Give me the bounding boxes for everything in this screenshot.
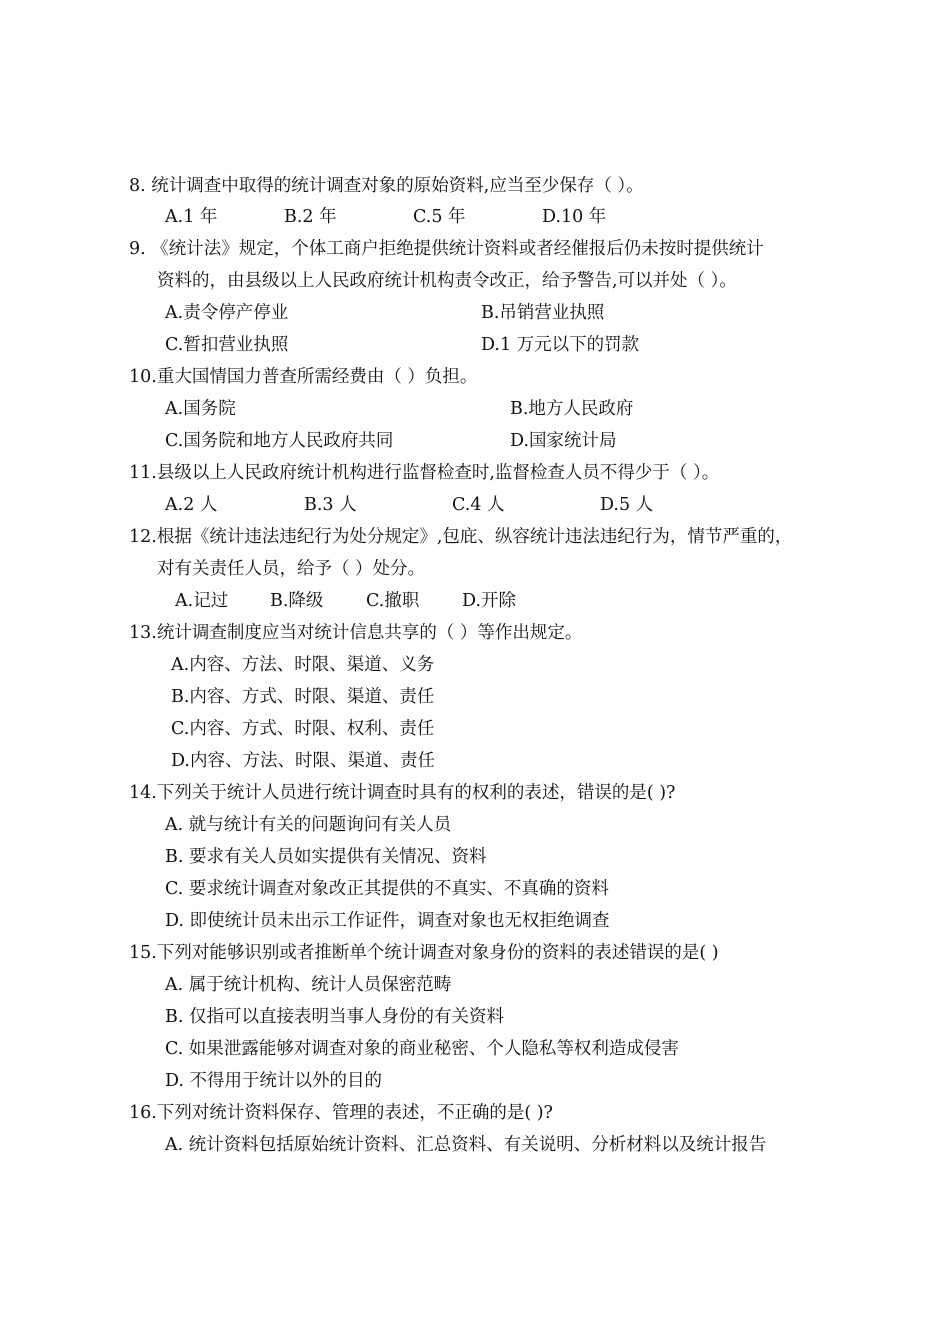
question-8-option-c: C.5 年 [413,207,466,227]
question-14-option-c: C. 要求统计调查对象改正其提供的不真实、不真确的资料 [165,879,609,899]
question-10-option-a: A.国务院 [165,399,236,419]
question-12-option-a: A.记过 [175,591,229,611]
question-10-stem: 10.重大国情国力普查所需经费由（ ）负担。 [129,367,478,387]
question-9-option-a: A.责令停产停业 [165,303,289,323]
question-10-option-c: C.国务院和地方人民政府共同 [165,431,394,451]
question-10-option-d: D.国家统计局 [510,431,617,451]
question-11-option-c: C.4 人 [452,495,505,515]
question-14-option-a: A. 就与统计有关的问题询问有关人员 [165,815,452,835]
question-15-option-c: C. 如果泄露能够对调查对象的商业秘密、个人隐私等权利造成侵害 [165,1039,679,1059]
question-8-option-d: D.10 年 [542,207,607,227]
question-15-option-d: D. 不得用于统计以外的目的 [165,1071,383,1091]
question-16-stem: 16.下列对统计资料保存、管理的表述，不正确的是( )? [129,1103,553,1123]
question-15-option-a: A. 属于统计机构、统计人员保密范畴 [165,975,452,995]
question-11-option-d: D.5 人 [600,495,654,515]
question-8-stem: 8. 统计调查中取得的统计调查对象的原始资料,应当至少保存（ ）。 [129,176,644,196]
question-12-stem-line-2: 对有关责任人员，给予（ ）处分。 [157,559,426,579]
question-13-option-c: C.内容、方式、时限、权利、责任 [171,719,435,739]
question-9-stem-line-2: 资料的，由县级以上人民政府统计机构责令改正，给予警告,可以并处（ ）。 [157,271,737,291]
question-12-option-c: C.撤职 [366,591,420,611]
question-8-option-a: A.1 年 [165,207,218,227]
question-9-option-c: C.暂扣营业执照 [165,335,289,355]
question-13-stem: 13.统计调查制度应当对统计信息共享的（ ）等作出规定。 [129,623,583,643]
question-13-option-b: B.内容、方式、时限、渠道、责任 [171,687,435,707]
question-9-option-b: B.吊销营业执照 [481,303,605,323]
question-11-stem: 11.县级以上人民政府统计机构进行监督检查时,监督检查人员不得少于（ ）。 [129,463,720,483]
question-11-option-b: B.3 人 [304,495,357,515]
question-13-option-d: D.内容、方法、时限、渠道、责任 [171,751,435,771]
question-10-option-b: B.地方人民政府 [510,399,634,419]
question-12-option-b: B.降级 [270,591,324,611]
question-9-option-d: D.1 万元以下的罚款 [481,335,640,355]
question-15-stem: 15.下列对能够识别或者推断单个统计调查对象身份的资料的表述错误的是( ) [129,943,719,963]
question-11-option-a: A.2 人 [165,495,218,515]
question-12-stem-line-1: 12.根据《统计违法违纪行为处分规定》,包庇、纵容统计违法违纪行为，情节严重的， [129,527,793,547]
question-12-option-d: D.开除 [462,591,516,611]
question-9-stem-line-1: 9. 《统计法》规定，个体工商户拒绝提供统计资料或者经催报后仍未按时提供统计 [129,239,764,259]
question-14-option-b: B. 要求有关人员如实提供有关情况、资料 [165,847,487,867]
question-15-option-b: B. 仅指可以直接表明当事人身份的有关资料 [165,1007,504,1027]
question-8-option-b: B.2 年 [284,207,337,227]
question-16-option-a: A. 统计资料包括原始统计资料、汇总资料、有关说明、分析材料以及统计报告 [165,1135,767,1155]
question-14-stem: 14.下列关于统计人员进行统计调查时具有的权利的表述，错误的是( )? [129,783,676,803]
question-13-option-a: A.内容、方法、时限、渠道、义务 [171,655,435,675]
question-14-option-d: D. 即使统计员未出示工作证件，调查对象也无权拒绝调查 [165,911,610,931]
